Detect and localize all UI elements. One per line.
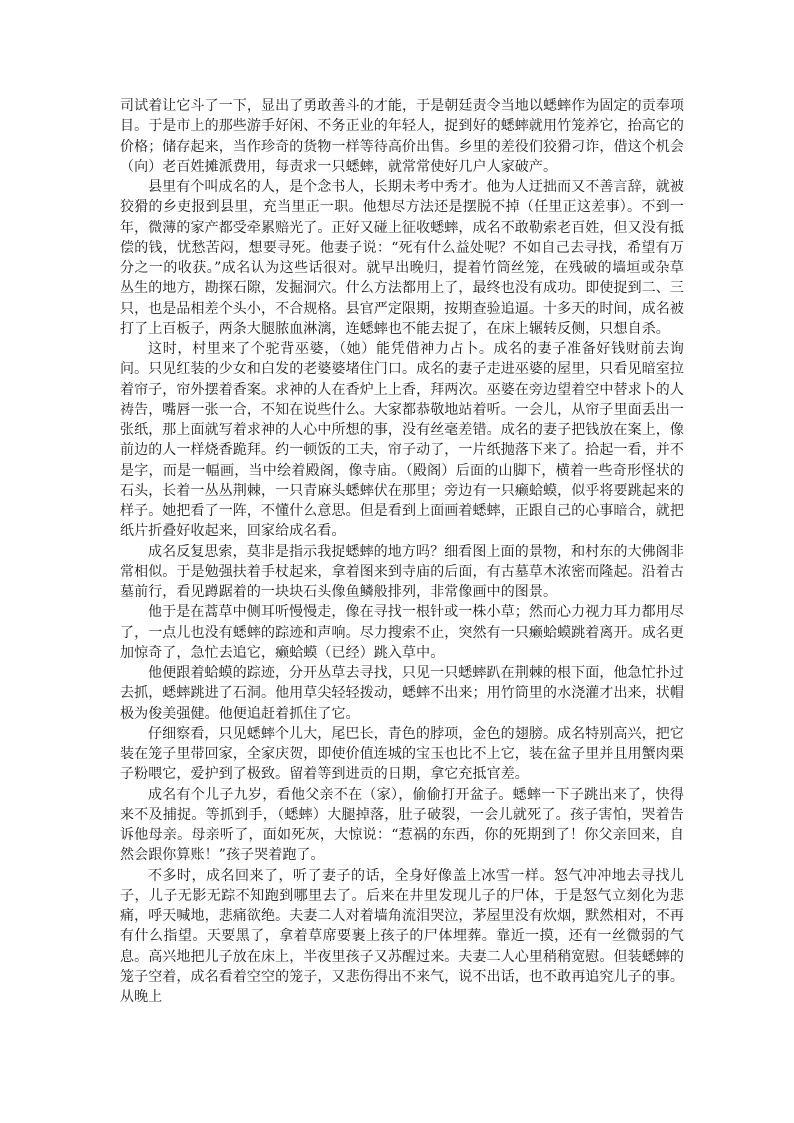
paragraph-1: 司试着让它斗了一下，显出了勇敢善斗的才能，于是朝廷责令当地以蟋蟀作为固定的贡奉项目。于是市上的那些游手好闲、不务正业的年轻人，捉到好的蟋蟀就用竹笼养它，抬高它的价格；储存起来，当作珍奇的货物一样等待高价出售。乡里的差役们狡猾刁诈，借这个机会（向）老百姓摊派费用，每责求一只蟋蟀，就常常使好几户人家破产。 <box>120 98 684 175</box>
paragraph-8: 成名有个儿子九岁，看他父亲不在（家），偷偷打开盆子。蟋蟀一下子跳出来了，快得来不及捕捉。等抓到手，（蟋蟀）大腿掉落，肚子破裂，一会儿就死了。孩子害怕，哭着告诉他母亲。母亲听了，面如死灰，大惊说：“惹祸的东西，你的死期到了！你父亲回来，自然会跟你算账！”孩子哭着跑了。 <box>120 786 684 864</box>
paragraph-4: 成名反复思索，莫非是指示我捉蟋蟀的地方吗？细看图上面的景物，和村东的大佛阁非常相似。于是勉强扶着手杖起来，拿着图来到寺庙的后面，有古墓草木浓密而隆起。沿着古墓前行，看见蹲踞着的一块块石头像鱼鳞般排列，非常像画中的图景。 <box>120 543 684 600</box>
paragraph-9: 不多时，成名回来了，听了妻子的话，全身好像盖上冰雪一样。怒气冲冲地去寻找儿子，儿子无影无踪不知跑到哪里去了。后来在井里发现儿子的尸体，于是怒气立刻化为悲痛，呼天喊地，悲痛欲绝。夫妻二人对着墙角流泪哭泣，茅屋里没有炊烟，默然相对，不再有什么指望。天要黑了，拿着草席要裹上孩子的尸体埋葬。靠近一摸，还有一丝微弱的气息。高兴地把儿子放在床上，半夜里孩子又苏醒过来。夫妻二人心里稍稍宽慰。但装蟋蟀的笼子空着，成名看着空空的笼子，又悲伤得出不来气，说不出话，也不敢再追究儿子的事。从晚上 <box>120 867 684 1005</box>
paragraph-7: 仔细察看，只见蟋蟀个儿大，尾巴长，青色的脖项，金色的翅膀。成名特别高兴，把它装在笼子里带回家，全家庆贺，即使价值连城的宝玉也比不上它，装在盆子里并且用蟹肉栗子粉喂它，爱护到了极致。留着等到进贡的日期，拿它充抵官差。 <box>120 725 684 783</box>
paragraph-2: 县里有个叫成名的人，是个念书人，长期未考中秀才。他为人迂拙而又不善言辞，就被狡猾的乡吏报到县里，充当里正一职。他想尽方法还是摆脱不掉（任里正这差事）。不到一年，微薄的家产都受牵累赔光了。正好又碰上征收蟋蟀，成名不敢勒索老百姓，但又没有抵偿的钱，忧愁苦闷，想要寻死。他妻子说：“死有什么益处呢？不如自己去寻找，希望有万分之一的收获。”成名认为这些话很对。就早出晚归，提着竹筒丝笼，在残破的墙垣或杂草丛生的地方，勘探石隙，发掘洞穴。什么方法都用上了，最终也没有成功。即使捉到二、三只，也是品相差个头小，不合规格。县官严定限期，按期查验追逼。十多天的时间，成名被打了上百板子，两条大腿脓血淋漓，连蟋蟀也不能去捉了，在床上辗转反侧，只想自杀。 <box>120 179 684 337</box>
paragraph-3: 这时，村里来了个驼背巫婆，（她）能凭借神力占卜。成名的妻子准备好钱财前去询问。只见红装的少女和白发的老婆婆堵住门口。成名的妻子走进巫婆的屋里，只看见暗室拉着帘子，帘外摆着香案。求神的人在香炉上上香，拜两次。巫婆在旁边望着空中替求卜的人祷告，嘴唇一张一合，不知在说些什么。大家都恭敬地站着听。一会儿，从帘子里面丢出一张纸，那上面就写着求神的人心中所想的事，没有丝毫差错。成名的妻子把钱放在案上，像前边的人一样烧香跪拜。约一顿饭的工夫，帘子动了，一片纸抛落下来了。拾起一看，并不是字，而是一幅画，当中绘着殿阁，像寺庙。（殿阁）后面的山脚下，横着一些奇形怪状的石头，长着一丛丛荆棘，一只青麻头蟋蟀伏在那里；旁边有一只癞蛤蟆，似乎将要跳起来的样子。她把看了一阵，不懂什么意思。但是看到上面画着蟋蟀，正跟自己的心事暗合，就把纸片折叠好收起来，回家给成名看。 <box>120 341 684 540</box>
paragraph-6: 他便跟着蛤蟆的踪迹，分开丛草去寻找，只见一只蟋蟀趴在荆棘的根下面，他急忙扑过去抓，蟋蟀跳进了石洞。他用草尖轻轻拨动，蟋蟀不出来；用竹筒里的水浇灌才出来，状帽极为俊美强健。他便追赶着抓住了它。 <box>120 665 684 722</box>
document-page <box>120 96 684 1007</box>
paragraph-5: 他于是在蒿草中侧耳听慢慢走，像在寻找一根针或一株小草；然而心力视力耳力都用尽了，一点儿也没有蟋蟀的踪迹和声响。尽力搜索不止，突然有一只癞蛤蟆跳着离开。成名更加惊奇了，急忙去追它，癞蛤蟆（已经）跳入草中。 <box>120 604 684 661</box>
